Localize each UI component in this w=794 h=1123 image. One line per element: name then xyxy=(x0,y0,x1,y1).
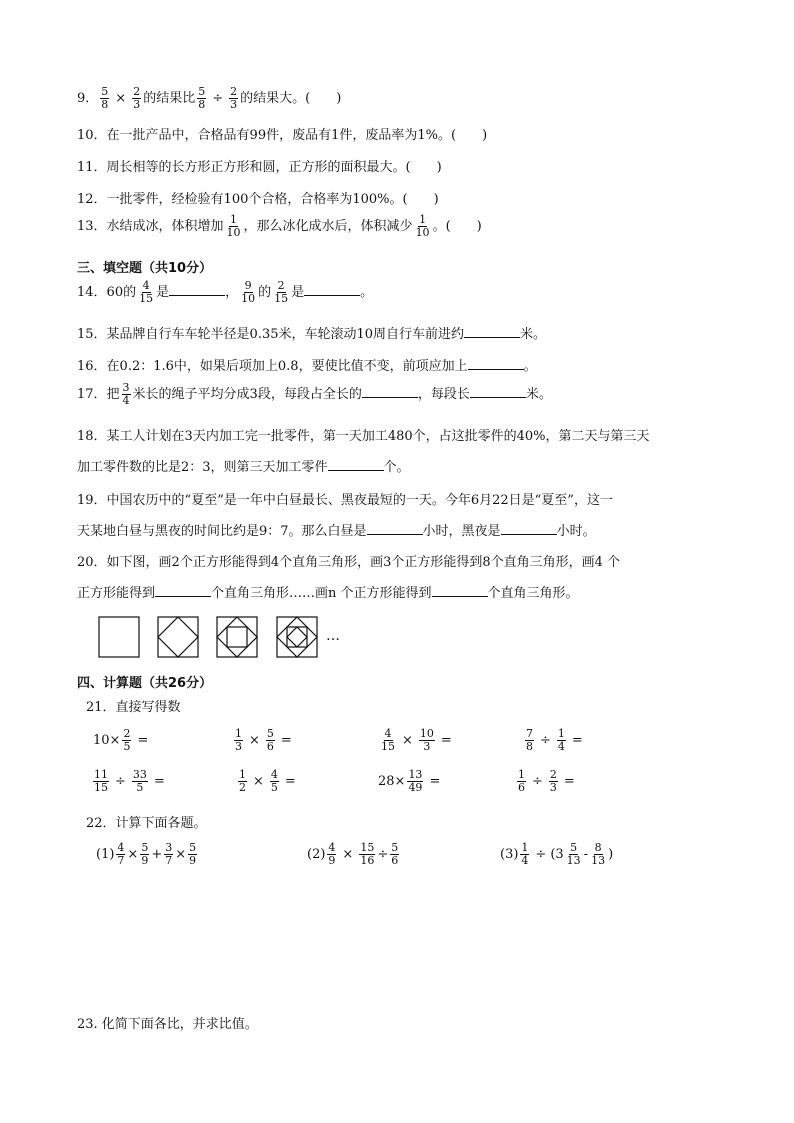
q21-r1c2-f2 xyxy=(266,728,275,753)
q17-frac-den: 4 xyxy=(122,394,130,407)
q22-p3-d1: 4 xyxy=(521,854,529,867)
q14-frac3-den: 15 xyxy=(274,292,289,305)
q21-r1c4-f2 xyxy=(557,728,566,753)
q22-p3-d2: 13 xyxy=(566,854,581,867)
q22-p2-op2: ÷ xyxy=(377,847,389,862)
q22-p3-label: (3) xyxy=(500,847,519,862)
question-23: 23. 化简下面各比，并求比值。 xyxy=(77,1017,258,1032)
q19-line2-end: 小时。 xyxy=(556,524,596,539)
q17-blank-1[interactable] xyxy=(362,385,418,398)
q20-blank-2[interactable] xyxy=(432,584,488,597)
q12-text: 12．一批零件，经检验有100个合格，合格率为100%。( xyxy=(77,192,408,207)
q9-frac4-den: 3 xyxy=(230,98,238,111)
q9-frac1-den: 8 xyxy=(101,98,109,111)
q21-r2c4-op: ÷ xyxy=(532,774,543,789)
q17-blank-2[interactable] xyxy=(470,385,526,398)
q17-frac xyxy=(122,382,131,407)
q22-p1-op3: × xyxy=(175,847,187,862)
question-13 xyxy=(77,214,482,239)
q22-p1-d1: 7 xyxy=(117,854,125,867)
question-19-line-1: 19．中国农历中的“夏至”是一年中白昼最长、黑夜最短的一天。今年6月22日是“夏至”，这一 xyxy=(77,493,613,508)
question-11 xyxy=(77,156,442,175)
q9-op2: ÷ xyxy=(212,91,224,106)
q22-p3-n2: 5 xyxy=(570,841,578,854)
q21-r2c1-n1: 11 xyxy=(94,768,108,781)
q22-p1-d3: 7 xyxy=(165,854,173,867)
square-figure-3 xyxy=(216,616,258,658)
question-18-line-1: 18．某工人计划在3天内加工完一批零件，第一天加工480个，占这批零件的40%，第二天与第三天 xyxy=(77,429,650,444)
q9-mid-text: 的结果比 xyxy=(143,91,196,106)
q15-blank[interactable] xyxy=(464,325,520,338)
question-20-line-1: 20．如下图，画2个正方形能得到4个直角三角形，画3个正方形能得到8个直角三角形，画4 个 xyxy=(77,555,621,570)
q17-end: 米。 xyxy=(525,387,552,402)
q21-r1c4 xyxy=(523,728,587,753)
q21-r1c3-n1: 4 xyxy=(384,727,392,740)
q14-frac1 xyxy=(138,280,154,305)
q14-frac2 xyxy=(240,280,256,305)
q21-r2c3-frac xyxy=(407,769,423,794)
q17-frac-num: 3 xyxy=(122,381,130,394)
q21-r2c3-den: 49 xyxy=(408,781,423,794)
q22-p3-d3: 13 xyxy=(591,854,606,867)
q10-close: ) xyxy=(482,128,488,143)
q21-r1c3-d2: 3 xyxy=(423,740,431,753)
q21-r2c1-eq: = xyxy=(153,774,165,789)
q22-p3-f3 xyxy=(590,842,606,867)
question-20-line-2 xyxy=(77,582,579,601)
q20-line2-mid: 个直角三角形……画n 个正方形能得到 xyxy=(211,586,432,601)
q18-blank[interactable] xyxy=(328,458,384,471)
q21-r2c2-f2 xyxy=(270,769,279,794)
q20-blank-1[interactable] xyxy=(155,584,211,597)
q13-tail: 。( xyxy=(432,219,451,234)
q13-frac2-num: 1 xyxy=(419,213,427,226)
q19-blank-2[interactable] xyxy=(501,522,557,535)
q21-r2c2-n2: 4 xyxy=(270,768,278,781)
section-3-heading: 三、填空题（共10分） xyxy=(77,261,213,276)
q22-p1-label: (1) xyxy=(96,847,115,862)
q21-r1c1-int: 10× xyxy=(93,733,121,748)
q14-sep: ， xyxy=(225,285,239,300)
q21-r2c2-op: × xyxy=(253,774,264,789)
q21-r1c1 xyxy=(93,728,152,753)
q21-r1c2-n2: 5 xyxy=(266,727,274,740)
question-22-title: 22．计算下面各题。 xyxy=(86,816,207,831)
q18-line2-end: 个。 xyxy=(383,460,410,475)
q21-r1c2 xyxy=(232,728,296,753)
q11-close: ) xyxy=(436,160,442,175)
q22-p2-d3: 6 xyxy=(391,854,399,867)
q21-r1c4-n1: 7 xyxy=(526,727,533,740)
q21-r2c1-op: ÷ xyxy=(115,774,126,789)
q21-r2c4-f2 xyxy=(549,769,558,794)
q10-text: 10．在一批产品中，合格品有99件，废品有1件，废品率为1%。( xyxy=(77,128,457,143)
q13-frac2-den: 10 xyxy=(415,226,430,239)
q22-problem-1 xyxy=(96,842,199,867)
q21-r2c2-d2: 5 xyxy=(270,781,278,794)
q22-p1-op2: + xyxy=(151,847,163,862)
q21-r2c4 xyxy=(515,769,579,794)
q21-r2c1-n2: 33 xyxy=(132,768,147,781)
q21-r1c2-op: × xyxy=(249,733,260,748)
q22-p2-n3: 5 xyxy=(391,841,399,854)
q17-pre: 17．把 xyxy=(77,387,120,402)
q21-r1c4-d1: 8 xyxy=(526,740,533,753)
q21-r2c2-d1: 2 xyxy=(239,781,246,794)
q14-is1: 是 xyxy=(156,285,170,300)
q19-blank-1[interactable] xyxy=(367,522,423,535)
question-12 xyxy=(77,188,439,207)
q22-p2-d1: 9 xyxy=(328,854,336,867)
q22-p2-f1 xyxy=(327,842,336,867)
q14-blank-2[interactable] xyxy=(304,283,360,296)
q21-r1c1-eq: = xyxy=(137,733,149,748)
q9-frac2 xyxy=(132,86,141,111)
q21-r2c4-d2: 3 xyxy=(549,781,557,794)
q14-blank-1[interactable] xyxy=(169,283,225,296)
q22-p1-op1: × xyxy=(127,847,139,862)
q21-r2c4-eq: = xyxy=(563,774,575,789)
q9-op1: × xyxy=(115,91,127,106)
figure-ellipsis: … xyxy=(326,628,340,644)
q21-r2c1-d1: 15 xyxy=(94,781,108,794)
q21-r2c1-f1 xyxy=(93,769,109,794)
square-figure-1 xyxy=(98,616,140,658)
q22-p2-label: (2) xyxy=(307,847,326,862)
q20-line2-pre: 正方形能得到 xyxy=(77,586,156,601)
q20-line2-end: 个直角三角形。 xyxy=(487,586,579,601)
question-21-title: 21．直接写得数 xyxy=(86,700,181,715)
question-18-line-2 xyxy=(77,456,410,475)
q22-p2-n1: 4 xyxy=(328,841,336,854)
q13-frac1-den: 10 xyxy=(226,226,241,239)
q21-r2c2-eq: = xyxy=(284,774,296,789)
q13-close: ) xyxy=(476,219,482,234)
q9-frac1 xyxy=(100,86,109,111)
q14-frac1-den: 15 xyxy=(139,292,154,305)
q21-r1c4-d2: 4 xyxy=(557,740,565,753)
q22-p1-n3: 3 xyxy=(165,841,173,854)
question-9 xyxy=(77,86,341,111)
q21-r1c3-eq: = xyxy=(440,733,452,748)
q22-p2-f2 xyxy=(359,842,375,867)
q14-frac2-den: 10 xyxy=(241,292,256,305)
q13-frac1 xyxy=(226,214,242,239)
q9-close: ) xyxy=(336,91,342,106)
q21-r2c3-eq: = xyxy=(429,774,441,789)
q22-p2-f3 xyxy=(390,842,399,867)
q22-p1-f2 xyxy=(140,842,149,867)
q9-tail: 的结果大。( xyxy=(240,91,311,106)
q13-frac1-num: 1 xyxy=(230,213,238,226)
q21-r2c1 xyxy=(91,769,169,794)
q17-mid: 米长的绳子平均分成3段，每段占全长的 xyxy=(132,387,362,402)
q14-pre: 14．60的 xyxy=(77,285,137,300)
q14-of: 的 xyxy=(258,285,272,300)
q21-r1c2-eq: = xyxy=(280,733,292,748)
q22-p3-op2: - xyxy=(583,847,589,862)
q22-p3-open: (3 xyxy=(550,847,564,862)
q17-mid2: ，每段长 xyxy=(417,387,470,402)
square-figure-4 xyxy=(276,616,318,658)
q22-p1-n2: 5 xyxy=(141,841,149,854)
q21-r2c3-int: 28× xyxy=(378,774,406,789)
q21-r2c3-num: 13 xyxy=(408,768,423,781)
q21-r2c2-f1 xyxy=(238,769,247,794)
q9-frac1-num: 5 xyxy=(101,85,109,98)
q21-r1c2-f1 xyxy=(234,728,243,753)
q21-r2c2-n1: 1 xyxy=(239,768,246,781)
q22-p2-op1: × xyxy=(342,847,354,862)
q14-frac1-num: 4 xyxy=(142,279,150,292)
q22-p3-n3: 8 xyxy=(594,841,602,854)
q21-r1c4-f1 xyxy=(525,728,534,753)
q22-p1-f4 xyxy=(188,842,197,867)
q21-r1c4-n2: 1 xyxy=(557,727,565,740)
q21-r1c4-eq: = xyxy=(571,733,583,748)
q21-r1c3 xyxy=(378,728,456,753)
q22-p2-n2: 15 xyxy=(360,841,375,854)
q21-r2c2 xyxy=(236,769,300,794)
q14-is2: 是 xyxy=(291,285,305,300)
q13-frac2 xyxy=(415,214,431,239)
section-4-heading: 四、计算题（共26分） xyxy=(77,676,213,691)
q22-p3-op1: ÷ xyxy=(535,847,547,862)
q16-blank[interactable] xyxy=(468,357,524,370)
q21-r1c1-frac xyxy=(122,728,131,753)
q22-p1-d4: 9 xyxy=(189,854,197,867)
q22-p1-n1: 4 xyxy=(117,841,125,854)
question-15 xyxy=(77,323,546,342)
q21-r2c3 xyxy=(378,769,444,794)
q21-r2c4-n1: 1 xyxy=(518,768,525,781)
q22-p3-close: ) xyxy=(608,847,614,862)
q21-r2c4-f1 xyxy=(517,769,526,794)
question-17 xyxy=(77,382,552,407)
q12-close: ) xyxy=(433,192,439,207)
q21-r1c2-n1: 1 xyxy=(235,727,242,740)
q9-frac4 xyxy=(229,86,238,111)
q21-r1c4-op: ÷ xyxy=(540,733,551,748)
q21-r1c3-f1 xyxy=(380,728,396,753)
q21-r2c1-d2: 5 xyxy=(136,781,144,794)
square-figure-2 xyxy=(157,616,199,658)
q14-frac3-num: 2 xyxy=(277,279,285,292)
q14-end: 。 xyxy=(360,285,374,300)
question-16 xyxy=(77,355,537,374)
q11-text: 11．周长相等的长方形正方形和圆，正方形的面积最大。( xyxy=(77,160,411,175)
q9-frac3 xyxy=(197,86,206,111)
q9-frac3-num: 5 xyxy=(198,85,206,98)
q19-line2-pre: 天某地白昼与黑夜的时间比约是9：7。那么白昼是 xyxy=(77,524,367,539)
q21-r1c3-op: × xyxy=(402,733,413,748)
q22-problem-3 xyxy=(500,842,613,867)
q21-r1c3-n2: 10 xyxy=(419,727,434,740)
q21-r1c3-d1: 15 xyxy=(381,740,395,753)
q22-p3-f2 xyxy=(566,842,582,867)
q13-mid: ，那么冰化成水后，体积减少 xyxy=(243,219,413,234)
q21-r1c1-den: 5 xyxy=(123,740,131,753)
q22-p1-d2: 9 xyxy=(141,854,149,867)
q21-r2c4-n2: 2 xyxy=(549,768,557,781)
q9-frac2-den: 3 xyxy=(133,98,141,111)
q15-pre: 15．某品牌自行车车轮半径是0.35米，车轮滚动10周自行车前进约 xyxy=(77,327,465,342)
q19-line2-mid: 小时，黑夜是 xyxy=(422,524,501,539)
q22-p1-f3 xyxy=(164,842,173,867)
q15-end: 米。 xyxy=(520,327,547,342)
q14-frac3 xyxy=(273,280,289,305)
question-10 xyxy=(77,124,487,143)
q21-r1c2-d2: 6 xyxy=(266,740,274,753)
q16-end: 。 xyxy=(523,359,537,374)
q21-r2c1-f2 xyxy=(132,769,148,794)
q22-problem-2 xyxy=(307,842,401,867)
q22-p3-n1: 1 xyxy=(521,841,529,854)
q22-p1-f1 xyxy=(116,842,125,867)
q18-line2-pre: 加工零件数的比是2：3，则第三天加工零件 xyxy=(77,460,328,475)
q9-number: 9． xyxy=(77,91,99,106)
question-14 xyxy=(77,280,373,305)
q21-r2c4-d1: 6 xyxy=(518,781,525,794)
q21-r1c1-num: 2 xyxy=(123,727,131,740)
q14-frac2-num: 9 xyxy=(244,279,252,292)
q21-r1c2-d1: 3 xyxy=(235,740,242,753)
q21-r1c3-f2 xyxy=(419,728,435,753)
question-19-line-2 xyxy=(77,520,596,539)
q22-p2-d2: 16 xyxy=(360,854,375,867)
q22-p3-f1 xyxy=(520,842,529,867)
q9-frac2-num: 2 xyxy=(133,85,141,98)
q22-p1-n4: 5 xyxy=(189,841,197,854)
q16-pre: 16．在0.2：1.6中，如果后项加上0.8，要使比值不变，前项应加上 xyxy=(77,359,468,374)
q9-frac4-num: 2 xyxy=(230,85,238,98)
q13-pre: 13．水结成冰，体积增加 xyxy=(77,219,224,234)
q9-frac3-den: 8 xyxy=(198,98,206,111)
